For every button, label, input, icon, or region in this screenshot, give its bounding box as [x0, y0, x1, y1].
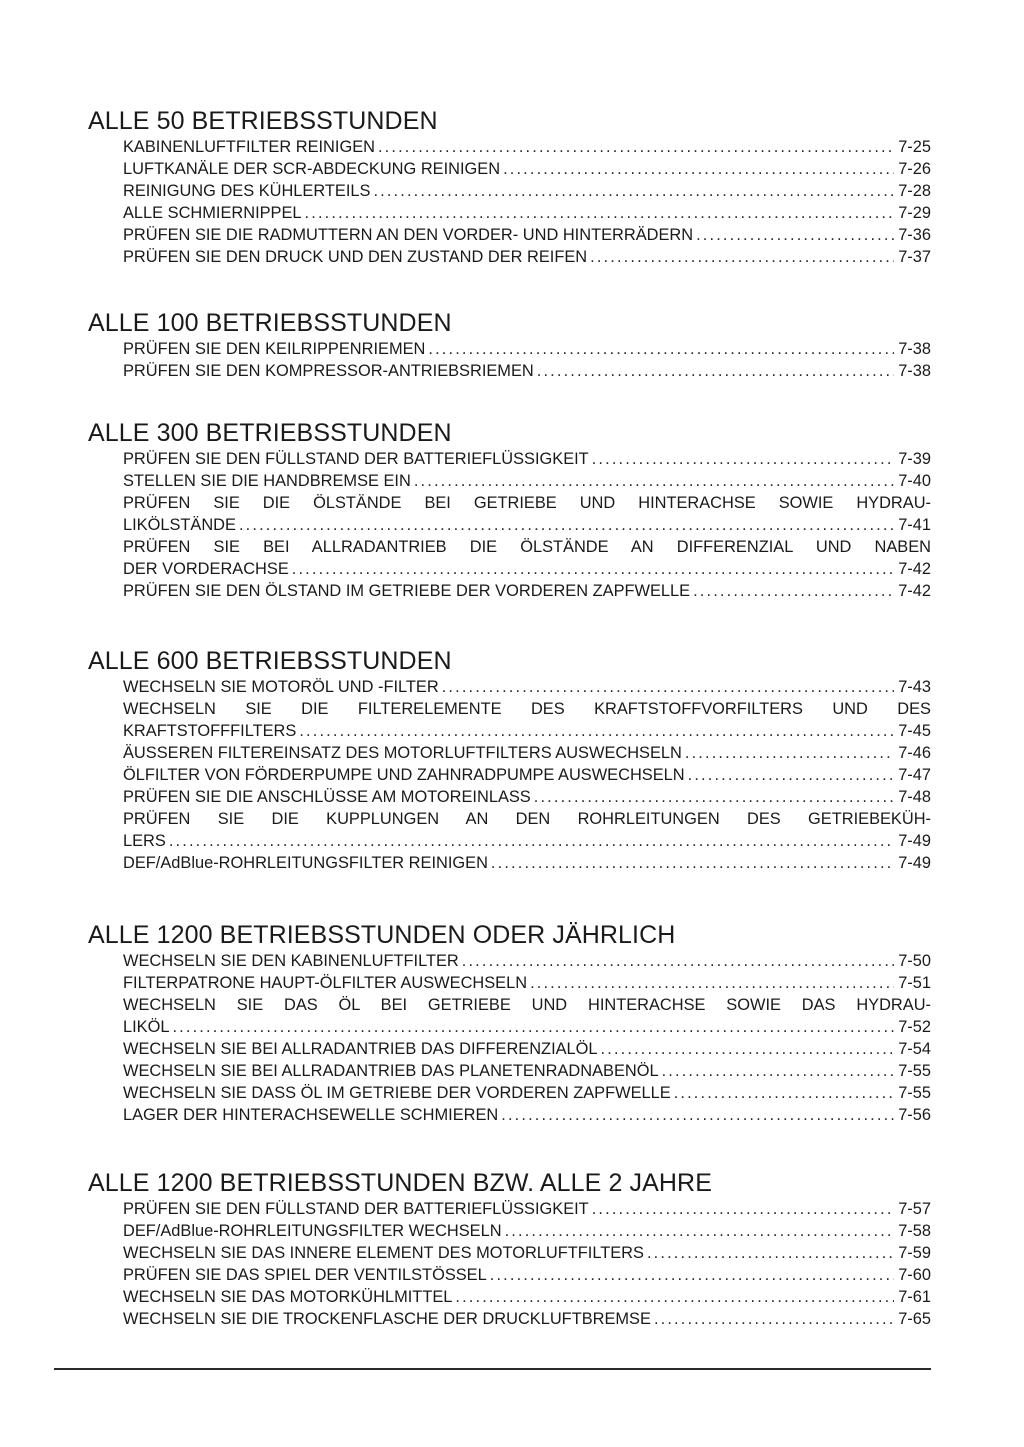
toc-entry-text: ALLE SCHMIERNIPPEL: [123, 204, 302, 222]
toc-entry-row: [123, 514, 931, 536]
toc-entry-row: [123, 950, 931, 972]
page-number: 7-58: [898, 1222, 931, 1240]
toc-entry-text: LERS: [123, 832, 166, 850]
toc-entry-text: WECHSELN SIE DASS ÖL IM GETRIEBE DER VORDEREN ZAPFWELLE: [123, 1084, 671, 1102]
toc-entry-row: [123, 830, 931, 852]
toc-entry[interactable]: [123, 1038, 931, 1060]
toc-entry-row: [123, 470, 931, 492]
toc-entry-row: [123, 676, 931, 698]
toc-entry[interactable]: [123, 448, 931, 470]
toc-entry-row: [123, 1198, 931, 1220]
toc-entry-row: [123, 180, 931, 202]
toc-entry[interactable]: [123, 994, 931, 1038]
toc-entry-row: [123, 1104, 931, 1126]
toc-entry-text: KRAFTSTOFFFILTERS: [123, 722, 297, 740]
toc-entry-text: PRÜFEN SIE DEN FÜLLSTAND DER BATTERIEFLÜSSIGKEIT: [123, 450, 589, 468]
toc-entry-row: [123, 1082, 931, 1104]
toc-entry-row: [123, 1308, 931, 1330]
toc-entry[interactable]: [123, 136, 931, 158]
page-number: 7-39: [898, 450, 931, 468]
toc-entry-text: WECHSELN SIE DEN KABINENLUFTFILTER: [123, 952, 459, 970]
toc-entry-row: [123, 224, 931, 246]
toc-entry[interactable]: [123, 202, 931, 224]
page-number: 7-49: [898, 832, 931, 850]
dot-leader: [503, 158, 894, 180]
toc-entry-text: PRÜFEN SIE DIE ANSCHLÜSSE AM MOTOREINLASS: [123, 788, 531, 806]
section-heading: ALLE 1200 BETRIEBSSTUNDEN ODER JÄHRLICH: [88, 921, 676, 949]
toc-entry-text: DER VORDERACHSE: [123, 560, 289, 578]
toc-entry-text: PRÜFEN SIE DIE RADMUTTERN AN DEN VORDER- UND HINTERRÄDERN: [123, 226, 694, 244]
toc-entry[interactable]: [123, 764, 931, 786]
dot-leader: [305, 202, 895, 224]
dot-leader: [462, 950, 894, 972]
page-number: 7-52: [898, 1018, 931, 1036]
toc-entry-row: [123, 972, 931, 994]
toc-entry-text: LUFTKANÄLE DER SCR-ABDECKUNG REINIGEN: [123, 160, 501, 178]
dot-leader: [592, 1198, 894, 1220]
page-number: 7-57: [898, 1200, 931, 1218]
toc-entry-row: [123, 558, 931, 580]
page-number: 7-38: [898, 340, 931, 358]
toc-entry-row: [123, 742, 931, 764]
page-number: 7-48: [898, 788, 931, 806]
toc-entry-row: [123, 136, 931, 158]
dot-leader: [592, 448, 894, 470]
toc-entry-row: [123, 720, 931, 742]
page-number: 7-38: [898, 362, 931, 380]
dot-leader: [428, 338, 894, 360]
page-number: 7-55: [898, 1062, 931, 1080]
toc-entry-row: [123, 1060, 931, 1082]
dot-leader: [490, 1264, 894, 1286]
toc-entry-text-line: PRÜFEN SIE DIE KUPPLUNGEN AN DEN ROHRLEITUNGEN DES GETRIEBEKÜH-: [123, 810, 931, 828]
dot-leader: [537, 360, 894, 382]
dot-leader: [442, 676, 894, 698]
toc-entry-text: DEF/AdBlue-ROHRLEITUNGSFILTER WECHSELN: [123, 1222, 502, 1240]
toc-entry-text-line: WECHSELN SIE DIE FILTERELEMENTE DES KRAFTSTOFFVORFILTERS UND DES: [123, 700, 931, 718]
toc-entry-text: STELLEN SIE DIE HANDBREMSE EIN: [123, 472, 411, 490]
toc-entry[interactable]: [123, 246, 931, 268]
toc-entry-row: [123, 246, 931, 268]
dot-leader: [172, 1016, 894, 1038]
page-number: 7-59: [898, 1244, 931, 1262]
toc-entry[interactable]: [123, 972, 931, 994]
toc-entry-text: PRÜFEN SIE DEN ÖLSTAND IM GETRIEBE DER VORDEREN ZAPFWELLE: [123, 582, 691, 600]
toc-entry[interactable]: [123, 698, 931, 742]
toc-entry[interactable]: [123, 786, 931, 808]
toc-entry[interactable]: [123, 158, 931, 180]
toc-entry-text: PRÜFEN SIE DAS SPIEL DER VENTILSTÖSSEL: [123, 1266, 487, 1284]
section-heading: ALLE 300 BETRIEBSSTUNDEN: [88, 419, 452, 447]
toc-entry[interactable]: [123, 1286, 931, 1308]
toc-entry[interactable]: [123, 676, 931, 698]
toc-entry-text: WECHSELN SIE DAS MOTORKÜHLMITTEL: [123, 1288, 453, 1306]
toc-entry-text: WECHSELN SIE BEI ALLRADANTRIEB DAS DIFFERENZIALÖL: [123, 1040, 598, 1058]
toc-entry[interactable]: [123, 360, 931, 382]
toc-entry-row: [123, 786, 931, 808]
dot-leader: [373, 180, 894, 202]
toc-entry-text: WECHSELN SIE BEI ALLRADANTRIEB DAS PLANETENRADNABENÖL: [123, 1062, 659, 1080]
page-number: 7-37: [898, 248, 931, 266]
toc-entry-list: [123, 950, 931, 1126]
toc-entry-row: [123, 338, 931, 360]
dot-leader: [378, 136, 894, 158]
toc-entry-text: PRÜFEN SIE DEN KEILRIPPENRIEMEN: [123, 340, 426, 358]
page-number: 7-29: [898, 204, 931, 222]
toc-entry[interactable]: [123, 852, 931, 874]
toc-entry[interactable]: [123, 1220, 931, 1242]
dot-leader: [505, 1220, 895, 1242]
toc-entry[interactable]: [123, 1264, 931, 1286]
toc-entry[interactable]: [123, 536, 931, 580]
toc-entry[interactable]: [123, 1308, 931, 1330]
toc-entry-text-line: PRÜFEN SIE BEI ALLRADANTRIEB DIE ÖLSTÄNDE AN DIFFERENZIAL UND NABEN: [123, 538, 931, 556]
toc-entry[interactable]: [123, 950, 931, 972]
dot-leader: [662, 1060, 895, 1082]
toc-entry[interactable]: [123, 470, 931, 492]
dot-leader: [169, 830, 894, 852]
toc-entry-row: [123, 1220, 931, 1242]
toc-entry-text: LAGER DER HINTERACHSEWELLE SCHMIEREN: [123, 1106, 499, 1124]
toc-entry-text: LIKÖLSTÄNDE: [123, 516, 236, 534]
page-number: 7-40: [898, 472, 931, 490]
toc-entry-row: [123, 764, 931, 786]
section-heading: ALLE 50 BETRIEBSSTUNDEN: [88, 107, 438, 135]
toc-entry-list: [123, 1198, 931, 1330]
dot-leader: [292, 558, 894, 580]
toc-entry-row: [123, 1286, 931, 1308]
page-number: 7-49: [898, 854, 931, 872]
toc-entry-row: [123, 1038, 931, 1060]
dot-leader: [696, 224, 894, 246]
toc-entry[interactable]: [123, 580, 931, 602]
toc-entry-text: FILTERPATRONE HAUPT-ÖLFILTER AUSWECHSELN: [123, 974, 528, 992]
dot-leader: [239, 514, 894, 536]
page-number: 7-42: [898, 582, 931, 600]
dot-leader: [674, 1082, 895, 1104]
page-number: 7-25: [898, 138, 931, 156]
toc-entry-text: REINIGUNG DES KÜHLERTEILS: [123, 182, 371, 200]
page-number: 7-42: [898, 560, 931, 578]
toc-entry-row: [123, 1016, 931, 1038]
page-number: 7-50: [898, 952, 931, 970]
toc-entry-list: [123, 448, 931, 602]
page-number: 7-36: [898, 226, 931, 244]
dot-leader: [647, 1242, 894, 1264]
dot-leader: [530, 972, 894, 994]
toc-entry[interactable]: [123, 1060, 931, 1082]
toc-entry-text: LIKÖL: [123, 1018, 170, 1036]
toc-entry-list: [123, 338, 931, 382]
page-number: 7-47: [898, 766, 931, 784]
toc-entry-row: [123, 1264, 931, 1286]
toc-entry-text: KABINENLUFTFILTER REINIGEN: [123, 138, 375, 156]
toc-entry-text: WECHSELN SIE DAS INNERE ELEMENT DES MOTORLUFTFILTERS: [123, 1244, 644, 1262]
page-number: 7-55: [898, 1084, 931, 1102]
toc-entry-row: [123, 448, 931, 470]
dot-leader: [455, 1286, 894, 1308]
dot-leader: [654, 1308, 894, 1330]
toc-entry-text: DEF/AdBlue-ROHRLEITUNGSFILTER REINIGEN: [123, 854, 488, 872]
dot-leader: [534, 786, 894, 808]
toc-entry[interactable]: [123, 808, 931, 852]
toc-entry-row: [123, 158, 931, 180]
toc-entry-text: PRÜFEN SIE DEN DRUCK UND DEN ZUSTAND DER REIFEN: [123, 248, 588, 266]
dot-leader: [693, 580, 894, 602]
toc-entry-row: [123, 360, 931, 382]
toc-entry[interactable]: [123, 1242, 931, 1264]
page-number: 7-41: [898, 516, 931, 534]
toc-entry[interactable]: [123, 1104, 931, 1126]
toc-entry-text-line: PRÜFEN SIE DIE ÖLSTÄNDE BEI GETRIEBE UND HINTERACHSE SOWIE HYDRAU-: [123, 494, 931, 512]
dot-leader: [590, 246, 894, 268]
dot-leader: [414, 470, 894, 492]
toc-entry[interactable]: [123, 224, 931, 246]
toc-entry-text: ÄUSSEREN FILTEREINSATZ DES MOTORLUFTFILTERS AUSWECHSELN: [123, 744, 682, 762]
section-heading: ALLE 100 BETRIEBSSTUNDEN: [88, 309, 452, 337]
toc-entry-row: [123, 852, 931, 874]
toc-entry-list: [123, 136, 931, 268]
dot-leader: [299, 720, 894, 742]
dot-leader: [685, 742, 894, 764]
page-number: 7-28: [898, 182, 931, 200]
footer-divider: [54, 1368, 931, 1370]
page-number: 7-46: [898, 744, 931, 762]
page-number: 7-60: [898, 1266, 931, 1284]
section-heading: ALLE 600 BETRIEBSSTUNDEN: [88, 647, 452, 675]
toc-entry[interactable]: [123, 180, 931, 202]
toc-entry-row: [123, 580, 931, 602]
toc-entry-list: [123, 676, 931, 874]
toc-entry-text-line: WECHSELN SIE DAS ÖL BEI GETRIEBE UND HINTERACHSE SOWIE DAS HYDRAU-: [123, 996, 931, 1014]
toc-entry-row: [123, 1242, 931, 1264]
toc-entry-text: ÖLFILTER VON FÖRDERPUMPE UND ZAHNRADPUMPE AUSWECHSELN: [123, 766, 685, 784]
dot-leader: [688, 764, 895, 786]
section-heading: ALLE 1200 BETRIEBSSTUNDEN BZW. ALLE 2 JAHRE: [88, 1169, 712, 1197]
page-number: 7-45: [898, 722, 931, 740]
dot-leader: [491, 852, 894, 874]
toc-entry[interactable]: [123, 1082, 931, 1104]
page-number: 7-54: [898, 1040, 931, 1058]
dot-leader: [501, 1104, 894, 1126]
page-number: 7-61: [898, 1288, 931, 1306]
toc-entry[interactable]: [123, 338, 931, 360]
toc-entry-text: PRÜFEN SIE DEN FÜLLSTAND DER BATTERIEFLÜSSIGKEIT: [123, 1200, 589, 1218]
page-number: 7-65: [898, 1310, 931, 1328]
page-number: 7-43: [898, 678, 931, 696]
dot-leader: [601, 1038, 895, 1060]
toc-entry-text: PRÜFEN SIE DEN KOMPRESSOR-ANTRIEBSRIEMEN: [123, 362, 534, 380]
toc-entry-text: WECHSELN SIE DIE TROCKENFLASCHE DER DRUCKLUFTBREMSE: [123, 1310, 651, 1328]
page-number: 7-56: [898, 1106, 931, 1124]
toc-entry[interactable]: [123, 1198, 931, 1220]
page-number: 7-51: [898, 974, 931, 992]
toc-entry[interactable]: [123, 492, 931, 536]
page-number: 7-26: [898, 160, 931, 178]
toc-entry-text: WECHSELN SIE MOTORÖL UND -FILTER: [123, 678, 439, 696]
toc-entry[interactable]: [123, 742, 931, 764]
toc-entry-row: [123, 202, 931, 224]
